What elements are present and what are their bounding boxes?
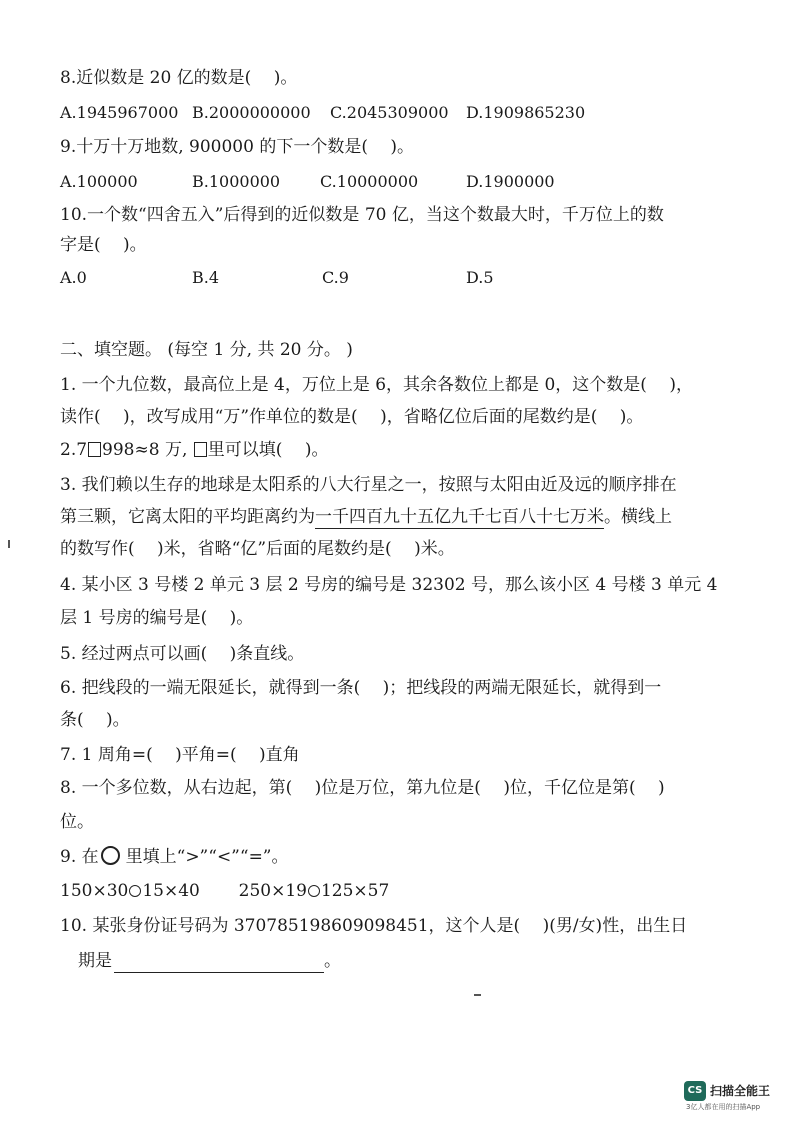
fill-question-1-line1: 1. 一个九位数，最高位上是 4，万位上是 6，其余各数位上都是 0，这个数是( )， — [60, 375, 693, 395]
expr-1-left: 150×30 — [60, 881, 129, 901]
scanner-app-name: 扫描全能王 — [710, 1084, 771, 1098]
option-b: B.1000000 — [192, 172, 281, 191]
fill-question-10-line1: 10. 某张身份证号码为 370785198609098451，这个人是( )(男/女)性，出生日 — [60, 916, 688, 936]
mc-question-10-line2: 字是( )。 — [60, 235, 147, 255]
scanner-tagline: 3亿人都在用的扫描App — [686, 1103, 761, 1111]
option-c: C.10000000 — [320, 172, 419, 191]
q9-prefix: 9. 在 — [60, 847, 99, 867]
section-heading: 二、填空题。 (每空 1 分, 共 20 分。 ) — [60, 340, 353, 360]
fill-question-4-line2: 层 1 号房的编号是( )。 — [60, 608, 254, 628]
scan-speck — [8, 540, 10, 548]
fill-question-6-line1: 6. 把线段的一端无限延长，就得到一条( )；把线段的两端无限延长，就得到一 — [60, 678, 662, 698]
mc-question-9: 9.十万十万地数, 900000 的下一个数是( )。 — [60, 137, 414, 157]
fill-question-8-line1: 8. 一个多位数，从右边起，第( )位是万位，第九位是( )位，千亿位是第( ) — [60, 778, 665, 798]
q2-prefix: 2.7 — [60, 440, 88, 460]
expr-2-right: 125×57 — [320, 881, 390, 901]
option-a: A.1945967000 — [60, 103, 179, 122]
q9-suffix: 里填上“>”“<”“=”。 — [125, 847, 289, 867]
q2-middle: 998≈8 万, — [102, 440, 193, 460]
option-a: A.100000 — [60, 172, 138, 191]
q10-line2-suffix: 。 — [324, 951, 341, 971]
circle-blank-icon — [129, 885, 141, 897]
expr-2-left: 250×19 — [238, 881, 307, 901]
q3-line2-suffix: 。横线上 — [604, 507, 672, 527]
mc-question-10-line1: 10.一个数“四舍五入”后得到的近似数是 70 亿，当这个数最大时，千万位上的数 — [60, 205, 664, 225]
option-c: C.9 — [322, 268, 349, 287]
fill-question-8-line2: 位。 — [60, 812, 94, 832]
fill-question-3-line1: 3. 我们赖以生存的地球是太阳系的八大行星之一，按照与太阳由近及远的顺序排在 — [60, 475, 677, 495]
fill-question-2 — [60, 438, 744, 462]
fill-question-1-line2: 读作( )，改写成用“万”作单位的数是( )，省略亿位后面的尾数约是( )。 — [60, 407, 644, 427]
fill-question-3-line2 — [60, 505, 744, 529]
square-blank-icon — [88, 442, 101, 457]
fill-question-3-line3: 的数写作( )米，省略“亿”后面的尾数约是( )米。 — [60, 539, 455, 559]
underlined-distance: 一千四百九十五亿九千七百八十七万米 — [315, 507, 604, 527]
option-d: D.1900000 — [466, 172, 555, 191]
scanner-logo-icon: CS — [684, 1081, 706, 1101]
option-b: B.2000000000 — [192, 103, 311, 122]
scanner-watermark — [684, 1080, 792, 1120]
q10-line2-prefix: 期是 — [78, 951, 112, 971]
birthdate-blank — [114, 954, 324, 973]
fill-question-5: 5. 经过两点可以画( )条直线。 — [60, 644, 305, 664]
expr-1-right: 15×40 — [142, 881, 200, 901]
option-b: B.4 — [192, 268, 220, 287]
option-d: D.1909865230 — [466, 103, 586, 122]
comparison-expressions — [60, 879, 744, 903]
circle-blank-icon — [308, 885, 320, 897]
square-blank-icon — [194, 442, 207, 457]
fill-question-6-line2: 条( )。 — [60, 710, 130, 730]
q2-suffix: 里可以填( )。 — [207, 440, 329, 460]
fill-question-10-line2 — [78, 949, 744, 973]
circle-blank-icon — [101, 846, 120, 865]
fill-question-4-line1: 4. 某小区 3 号楼 2 单元 3 层 2 号房的编号是 32302 号，那么该小区 4 号楼 3 单元 4 — [60, 575, 718, 595]
option-d: D.5 — [466, 268, 494, 287]
fill-question-7: 7. 1 周角=( )平角=( )直角 — [60, 745, 300, 765]
fill-question-9 — [60, 845, 744, 869]
q3-line2-prefix: 第三颗，它离太阳的平均距离约为 — [60, 507, 315, 527]
mc-question-8: 8.近似数是 20 亿的数是( )。 — [60, 68, 298, 88]
scan-speck — [474, 994, 481, 996]
option-a: A.0 — [60, 268, 87, 287]
option-c: C.2045309000 — [330, 103, 449, 122]
